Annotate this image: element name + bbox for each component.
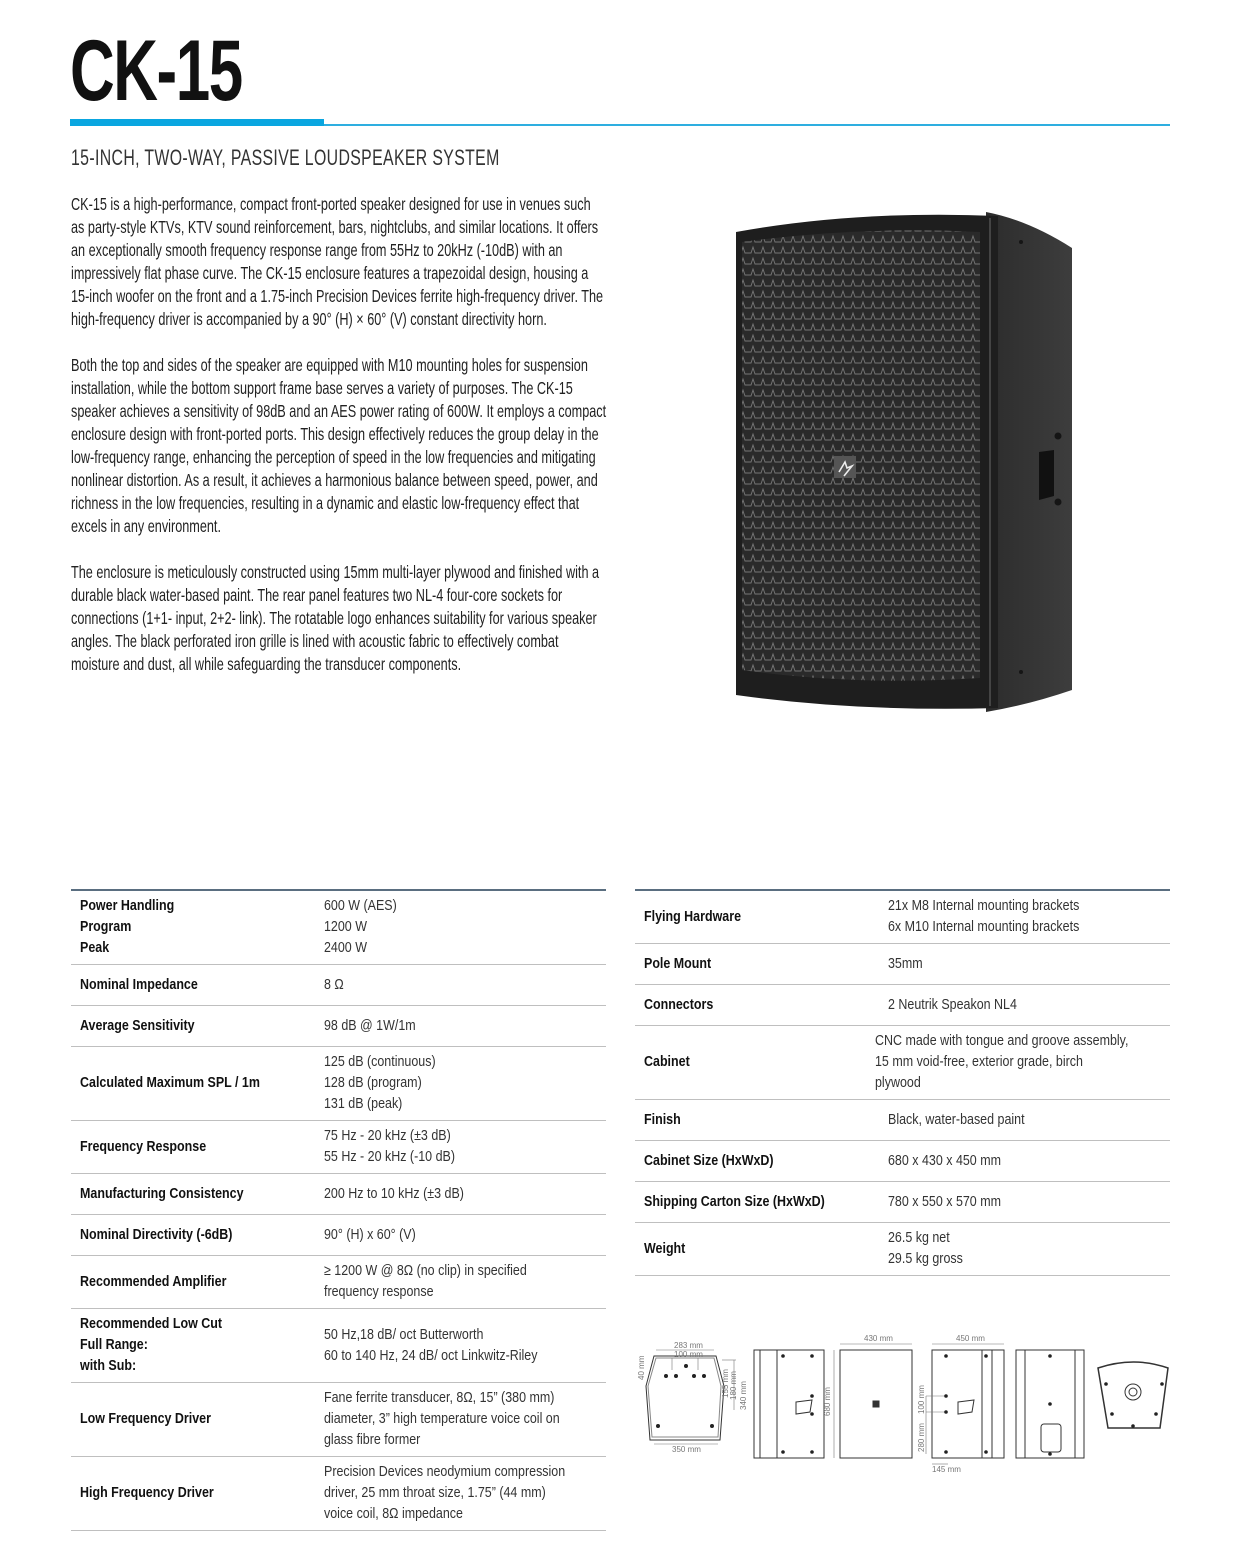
spec-label-line: Nominal Impedance <box>80 976 198 993</box>
spec-value-line: frequency response <box>324 1284 434 1300</box>
spec-row <box>71 965 606 1006</box>
spec-row <box>635 1141 1170 1182</box>
spec-value <box>324 1016 606 1037</box>
spec-value-line: 90° (H) x 60° (V) <box>324 1226 416 1243</box>
spec-value-line: 29.5 kg gross <box>888 1251 963 1267</box>
spec-label-line: Cabinet Size (HxWxD) <box>644 1152 774 1169</box>
spec-label-line: Frequency Response <box>80 1138 207 1155</box>
spec-value-line: 98 dB @ 1W/1m <box>324 1017 416 1034</box>
spec-value <box>324 1325 606 1367</box>
spec-row <box>635 1026 1170 1100</box>
spec-label <box>71 1409 324 1430</box>
spec-label <box>71 1073 324 1094</box>
spec-label-line: Peak <box>80 940 110 956</box>
spec-value <box>324 1225 606 1246</box>
spec-value-line: Black, water-based paint <box>888 1111 1025 1128</box>
dim-label: 100 mm <box>674 1350 703 1359</box>
spec-value-line: 21x M8 Internal mounting brackets <box>888 898 1080 914</box>
spec-value-line: 26.5 kg net <box>888 1230 950 1246</box>
speaker-product-image <box>728 200 1074 722</box>
spec-label-line: Recommended Amplifier <box>80 1273 227 1290</box>
spec-row <box>71 1006 606 1047</box>
spec-value-line: 6x M10 Internal mounting brackets <box>888 919 1080 935</box>
spec-value <box>324 1052 606 1115</box>
spec-label-line: Connectors <box>644 996 714 1013</box>
spec-row <box>71 1174 606 1215</box>
dim-label: 340 mm <box>739 1381 748 1410</box>
specs-table-left <box>71 889 606 1531</box>
spec-value-line: 1200 W <box>324 919 367 935</box>
spec-label-line: Finish <box>644 1111 681 1128</box>
spec-label-line: High Frequency Driver <box>80 1485 214 1501</box>
dim-label: 40 mm <box>637 1355 646 1380</box>
spec-label-line: Power Handling <box>80 898 175 914</box>
spec-value-line: 35mm <box>888 955 923 972</box>
spec-row <box>71 891 606 965</box>
spec-value-line: 2 Neutrik Speakon NL4 <box>888 996 1017 1013</box>
spec-label-line: Program <box>80 919 132 935</box>
dim-label: 145 mm <box>932 1465 961 1474</box>
intro-text <box>71 193 607 699</box>
spec-label-line: Recommended Low Cut <box>80 1316 223 1332</box>
dim-label: 450 mm <box>956 1334 985 1343</box>
spec-value-line: 125 dB (continuous) <box>324 1054 436 1070</box>
spec-value <box>888 1110 1170 1131</box>
spec-label <box>635 1151 888 1172</box>
spec-label-line: with Sub: <box>80 1358 137 1374</box>
spec-value-line: diameter, 3” high temperature voice coil on <box>324 1411 560 1427</box>
spec-value-line: 680 x 430 x 450 mm <box>888 1152 1001 1169</box>
spec-value <box>324 1184 606 1205</box>
dimension-drawings <box>636 1330 1176 1480</box>
spec-label-line: Manufacturing Consistency <box>80 1185 244 1202</box>
spec-value-line: ≥ 1200 W @ 8Ω (no clip) in specified <box>324 1263 527 1279</box>
speaker-side-panel <box>986 212 1072 712</box>
spec-label <box>635 995 888 1016</box>
spec-label-line: Shipping Carton Size (HxWxD) <box>644 1193 825 1210</box>
spec-label <box>635 1192 888 1213</box>
spec-row <box>635 1100 1170 1141</box>
spec-value <box>888 1228 1170 1270</box>
product-subtitle: 15-INCH, TWO-WAY, PASSIVE LOUDSPEAKER SYSTEM <box>71 145 500 170</box>
spec-row <box>71 1309 606 1383</box>
spec-label-line: Pole Mount <box>644 955 712 972</box>
spec-value <box>888 1151 1170 1172</box>
dim-label: 680 mm <box>823 1387 832 1416</box>
spec-value-line: driver, 25 mm throat size, 1.75” (44 mm) <box>324 1485 546 1501</box>
spec-row <box>635 1182 1170 1223</box>
speaker-handle <box>1039 450 1054 500</box>
spec-value-line: 200 Hz to 10 kHz (±3 dB) <box>324 1185 464 1202</box>
spec-label <box>71 1225 324 1246</box>
side-view-drawing <box>926 1344 1004 1464</box>
spec-label-line: Low Frequency Driver <box>80 1411 211 1427</box>
spec-label <box>635 907 888 928</box>
specs-table-right <box>635 889 1170 1276</box>
spec-value <box>324 1126 606 1168</box>
spec-value <box>324 1462 606 1525</box>
spec-value-line: 75 Hz - 20 kHz (±3 dB) <box>324 1128 451 1144</box>
spec-value-line: 600 W (AES) <box>324 898 397 914</box>
spec-label <box>635 1052 875 1073</box>
intro-paragraph: Both the top and sides of the speaker are equipped with M10 mounting holes for suspension installation, while the bottom support frame base serves a variety of purposes. The CK-15 speaker achieves a sensitivity of 98dB and an AES power rating of 600W. It employs a compact enclosure design with front-ported ports. This design effectively reduces the group delay in the low-frequency range, enhancing the perception of speed in the low frequencies and mitigating nonlinear distortion. As a result, it achieves a harmonious balance between speed, power, and richness in the low frequencies, resulting in a dynamic and elastic low-frequency effect that excels in any environment. <box>71 355 607 536</box>
dim-label: 280 mm <box>917 1423 926 1452</box>
spec-value-line: Precision Devices neodymium compression <box>324 1464 566 1480</box>
spec-row <box>635 985 1170 1026</box>
spec-value <box>324 975 606 996</box>
spec-label <box>635 1110 888 1131</box>
spec-row <box>71 1457 606 1531</box>
spec-label <box>71 1184 324 1205</box>
spec-value <box>324 896 606 959</box>
spec-value-line: 50 Hz,18 dB/ oct Butterworth <box>324 1326 484 1343</box>
spec-label-line: Full Range: <box>80 1337 148 1353</box>
spec-row <box>71 1047 606 1121</box>
spec-value-line: 131 dB (peak) <box>324 1096 403 1112</box>
spec-value-line: glass fibre former <box>324 1432 421 1448</box>
spec-label-line: Nominal Directivity (-6dB) <box>80 1226 233 1243</box>
spec-label-line: Cabinet <box>644 1054 690 1070</box>
spec-row <box>635 891 1170 944</box>
spec-row <box>635 1223 1170 1276</box>
spec-label <box>71 1314 324 1377</box>
spec-value <box>888 896 1170 938</box>
spec-label <box>635 954 888 975</box>
spec-value <box>888 1192 1170 1213</box>
spec-row <box>71 1383 606 1457</box>
spec-value <box>324 1261 606 1303</box>
intro-paragraph: The enclosure is meticulously constructed using 15mm multi-layer plywood and finished with a durable black water-based paint. The rear panel features two NL-4 four-core sockets for connections (1+1- input, 2+2- link). The rotatable logo enhances suitability for various speaker angles. The black perforated iron grille is lined with acoustic fabric to effectively combat moisture and dust, all while safeguarding the transducer components. <box>71 562 600 674</box>
spec-value-line: Fane ferrite transducer, 8Ω, 15” (380 mm) <box>324 1390 555 1406</box>
spec-row <box>71 1256 606 1309</box>
spec-value-line: voice coil, 8Ω impedance <box>324 1506 463 1522</box>
spec-value-line: 2400 W <box>324 940 367 956</box>
dim-label: 350 mm <box>672 1445 701 1454</box>
spec-label <box>635 1239 888 1260</box>
spec-value-line: 15 mm void-free, exterior grade, birch <box>875 1054 1084 1070</box>
spec-label <box>71 975 324 996</box>
side-view-left-drawing <box>754 1350 824 1458</box>
spec-label <box>71 1483 324 1504</box>
spec-value-line: 780 x 550 x 570 mm <box>888 1193 1001 1210</box>
spec-value <box>875 1031 1170 1094</box>
spec-value-line: 128 dB (program) <box>324 1075 422 1091</box>
spec-label-line: Average Sensitivity <box>80 1017 195 1034</box>
dim-label: 283 mm <box>674 1341 703 1350</box>
bottom-view-drawing <box>1098 1362 1168 1428</box>
spec-value-line: plywood <box>875 1075 922 1091</box>
intro-paragraph: CK-15 is a high-performance, compact front-ported speaker designed for use in venues such as party-style KTVs, KTV sound reinforcement, bars, nightclubs, and similar locations. It offers an exceptionally smooth frequency response range from 55Hz to 20kHz (-10dB) with an impressively flat phase curve. The CK-15 enclosure features a trapezoidal design, housing a 15-inch woofer on the front and a 1.75-inch Precision Devices ferrite high-frequency driver. The high-frequency driver is accompanied by a 90° (H) × 60° (V) constant directivity horn. <box>71 194 604 329</box>
dim-label: 430 mm <box>864 1334 893 1343</box>
spec-row <box>71 1215 606 1256</box>
spec-row <box>635 944 1170 985</box>
spec-value <box>888 995 1170 1016</box>
spec-value-line: 60 to 140 Hz, 24 dB/ oct Linkwitz-Riley <box>324 1347 538 1364</box>
product-title: CK-15 <box>70 23 242 119</box>
spec-label-line: Flying Hardware <box>644 908 742 925</box>
spec-value-line: 8 Ω <box>324 976 344 993</box>
header-accent-bar <box>70 119 324 126</box>
dim-label: 180 mm <box>729 1371 738 1400</box>
spec-value <box>324 1388 606 1451</box>
spec-label <box>71 1137 324 1158</box>
speaker-grille <box>742 230 980 680</box>
dim-label: 100 mm <box>917 1385 926 1414</box>
spec-value <box>888 954 1170 975</box>
spec-row <box>71 1121 606 1174</box>
front-view-drawing <box>834 1344 912 1458</box>
spec-label-line: Calculated Maximum SPL / 1m <box>80 1075 260 1091</box>
spec-label <box>71 896 324 959</box>
spec-label <box>71 1016 324 1037</box>
dim-label: 155 mm <box>721 1369 730 1398</box>
spec-label-line: Weight <box>644 1240 686 1257</box>
spec-label <box>71 1272 324 1293</box>
spec-value-line: CNC made with tongue and groove assembly, <box>875 1033 1129 1049</box>
spec-value-line: 55 Hz - 20 kHz (-10 dB) <box>324 1149 455 1165</box>
